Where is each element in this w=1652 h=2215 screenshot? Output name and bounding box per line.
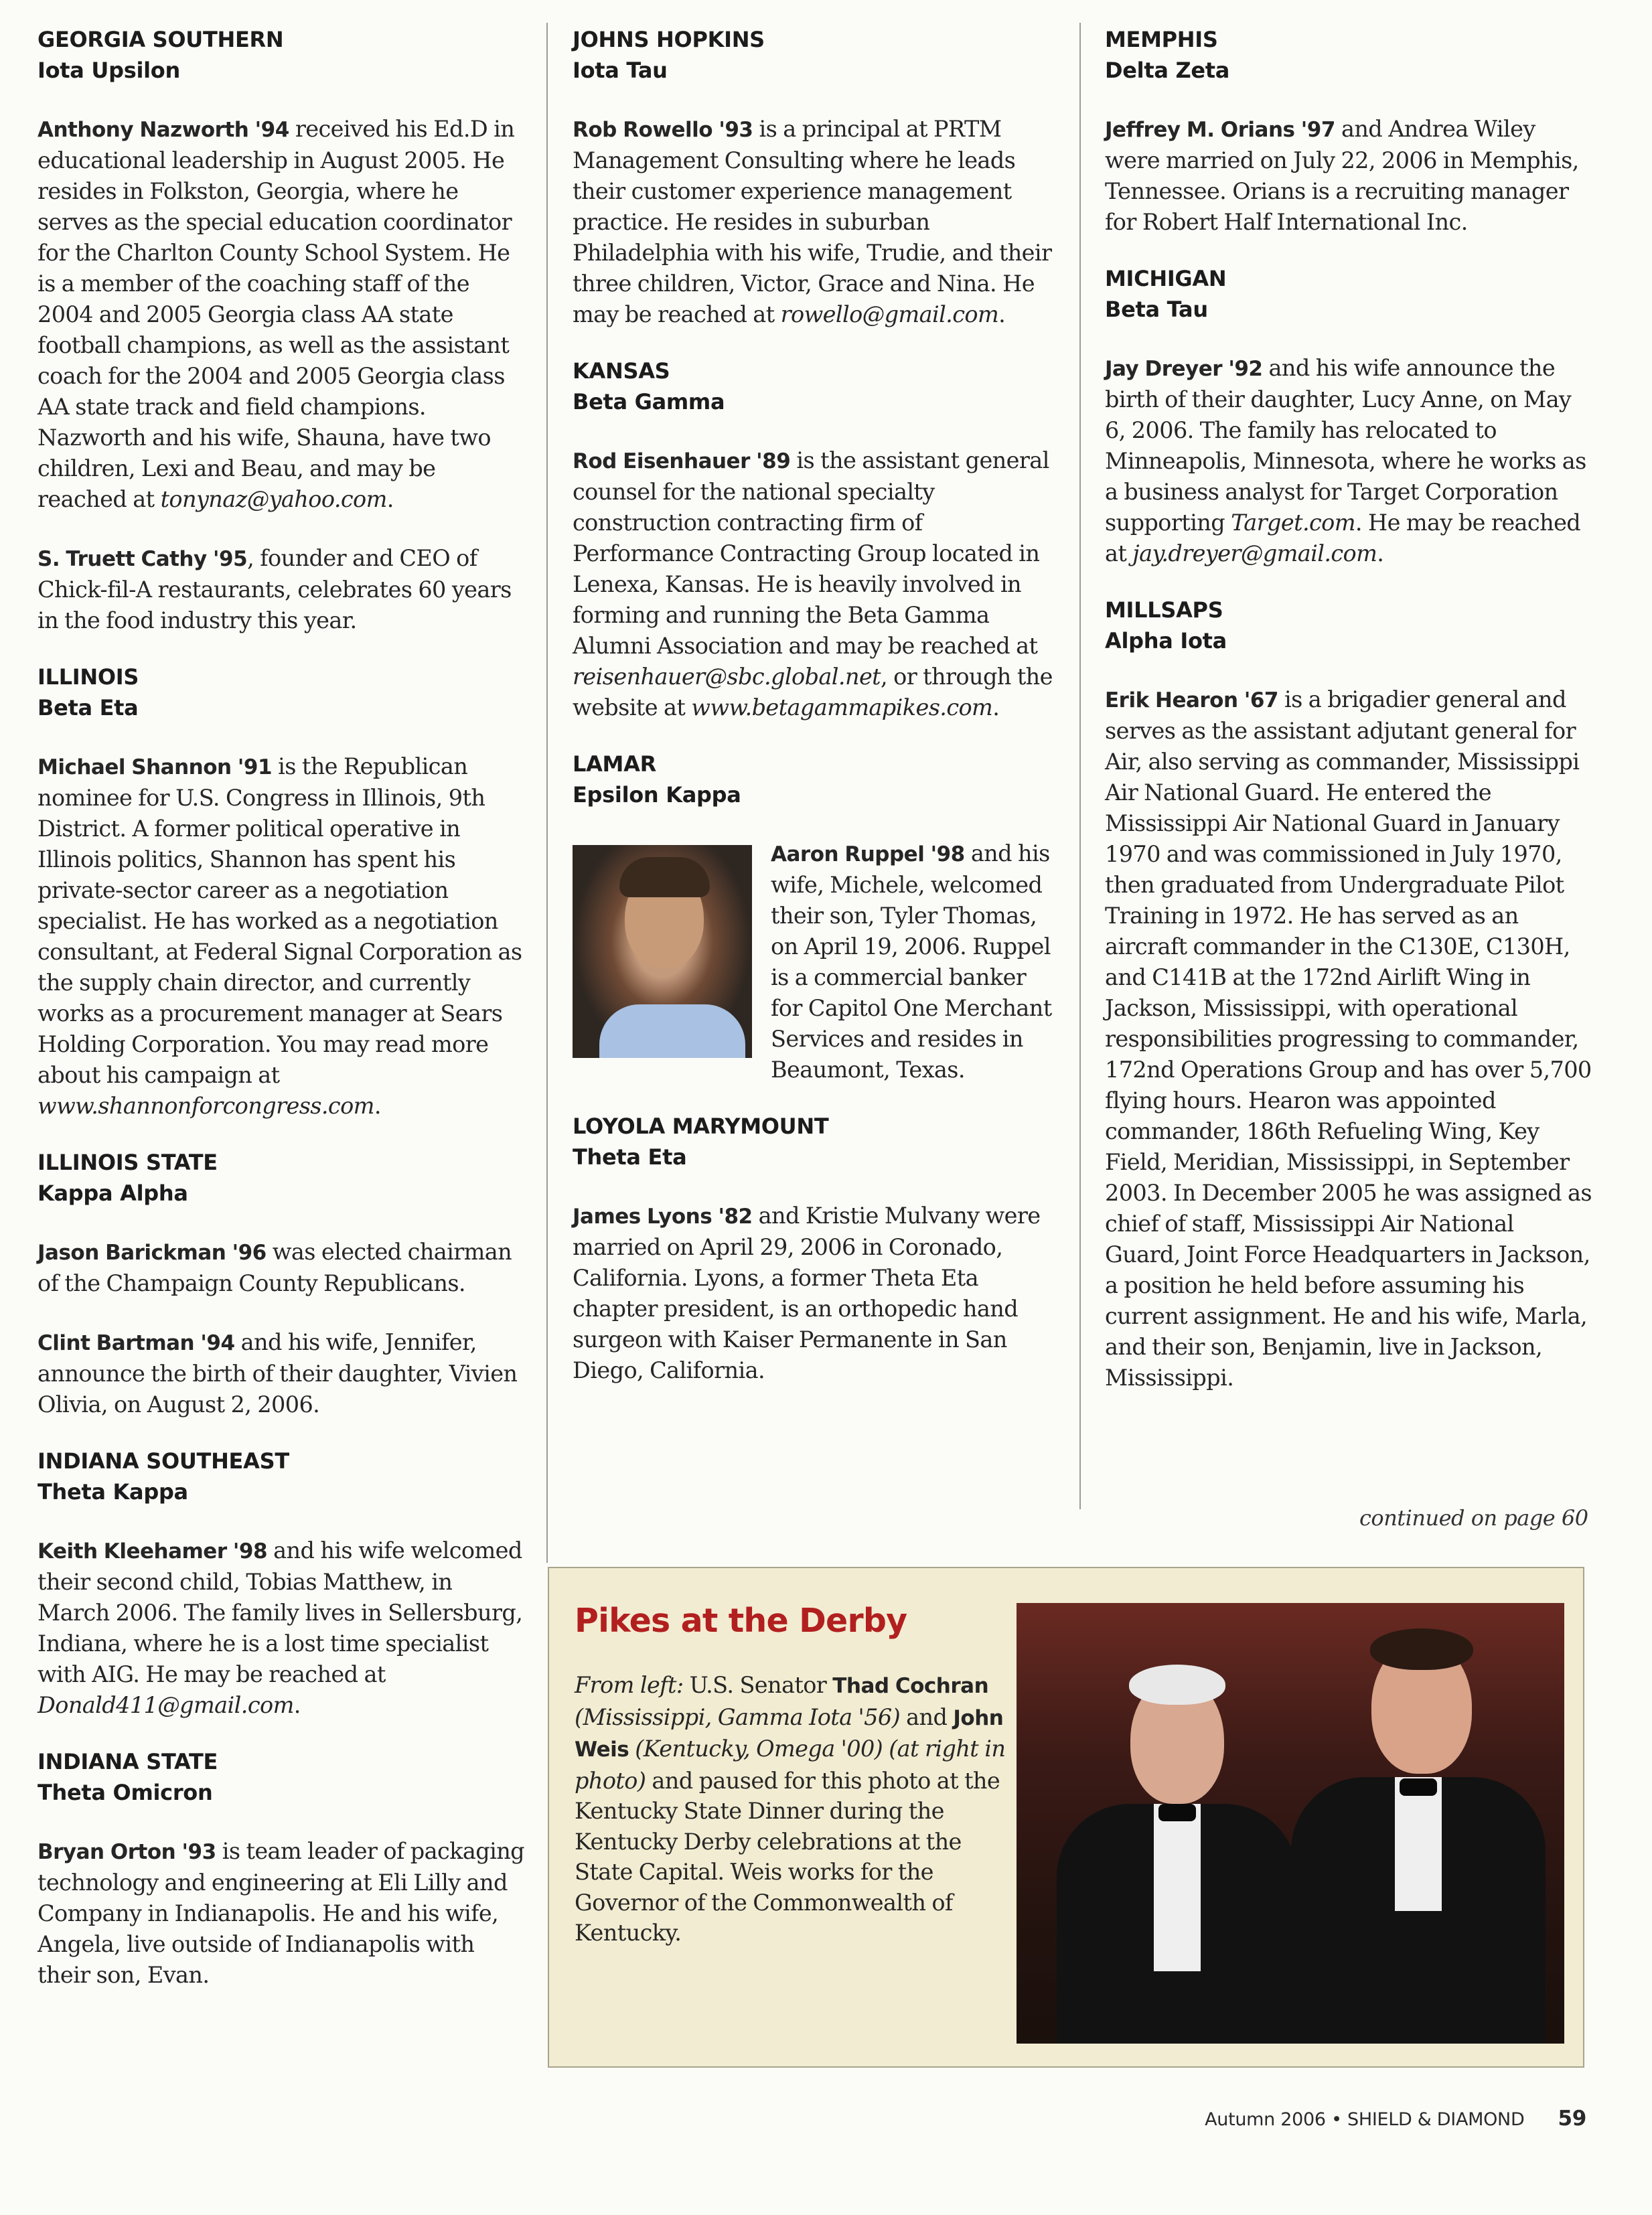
chapter-section — [573, 24, 1061, 330]
alumnus-name: Jason Barickman '96 — [37, 1241, 267, 1265]
alumnus-name: Michael Shannon '91 — [37, 755, 273, 779]
alumni-entry — [1105, 684, 1594, 1393]
alumnus-name: Aaron Ruppel '98 — [771, 842, 965, 866]
chapter-section — [573, 356, 1061, 723]
chapter-section — [1105, 24, 1594, 238]
chapter-greek: Beta Eta — [37, 695, 139, 720]
caption-affiliation: (Mississippi, Gamma Iota '56) — [575, 1703, 901, 1730]
caption-text: and — [900, 1703, 954, 1730]
alumni-entry — [37, 1836, 526, 1991]
entry-text: and his wife, Michele, welcomed their son, Tyler Thomas, on April 19, 2006. Ruppel is a commercial banker for Capitol One Merchant Services and resides in Beaumont, Texas. — [771, 840, 1052, 1083]
alumnus-name: Jay Dreyer '92 — [1105, 357, 1263, 381]
alumni-entry — [573, 838, 1061, 1085]
column-divider — [1079, 23, 1081, 1509]
chapter-name: INDIANA STATE — [37, 1749, 218, 1774]
caption-affiliation: (Kentucky, Omega '00) (at right in photo) — [575, 1736, 1006, 1794]
entry-text: , founder and CEO of Chick-fil-A restaurants, celebrates 60 years in the food industry this year. — [37, 545, 512, 633]
chapter-greek: Beta Tau — [1105, 297, 1208, 322]
chapter-name: MICHIGAN — [1105, 266, 1227, 291]
chapter-heading — [37, 1746, 526, 1808]
alumni-entry — [37, 114, 526, 515]
chapter-heading — [37, 662, 526, 723]
chapter-heading — [573, 749, 1061, 810]
alumnus-name: Jeffrey M. Orians '97 — [1105, 118, 1335, 142]
chapter-name: KANSAS — [573, 358, 670, 384]
sidebar-caption — [575, 1670, 1017, 1949]
entry-text: is a principal at PRTM Management Consulting where he leads their customer experience management practice. He resides in suburban Philadelphia with his wife, Trudie, and their three children, Victor, Grace and Nina. He may be reached at — [573, 116, 1052, 327]
entry-text: is the assistant general counsel for the national specialty construction contracting firm of Performance Contracting Group located in Lenexa, Kansas. He is heavily involved in forming and running the Beta Gamma Alumni Association and may be reached at — [573, 447, 1049, 659]
alumni-entry — [1105, 114, 1594, 238]
alumni-entry — [37, 751, 526, 1122]
email-link: tonynaz@yahoo.com — [160, 486, 387, 512]
alumnus-name: Erik Hearon '67 — [1105, 688, 1278, 712]
page-number: 59 — [1558, 2107, 1586, 2131]
alumni-entry — [573, 114, 1061, 330]
entry-text: . — [992, 694, 1000, 720]
entry-text: was elected chairman of the Champaign County Republicans. — [37, 1239, 512, 1296]
alumnus-name: Rod Eisenhauer '89 — [573, 449, 791, 473]
chapter-name: GEORGIA SOUTHERN — [37, 27, 284, 52]
entry-text: and his wife announce the birth of their daughter, Lucy Anne, on May 6, 2006. The family has relocated to Minneapolis, Minnesota, where he works as a business analyst for Target Corporation supporting — [1105, 355, 1586, 536]
chapter-name: LAMAR — [573, 751, 656, 777]
chapter-greek: Theta Eta — [573, 1144, 687, 1170]
chapter-name: JOHNS HOPKINS — [573, 27, 765, 52]
entry-text: is team leader of packaging technology and engineering at Eli Lilly and Company in Indianapolis. He and his wife, Angela, live outside of Indianapolis with their son, Evan. — [37, 1838, 525, 1988]
alumni-entry — [573, 1201, 1061, 1386]
alumni-entry — [37, 1237, 526, 1299]
entry-text: and Kristie Mulvany were married on April 29, 2006 in Coronado, California. Lyons, a former Theta Eta chapter president, is an orthopedic hand surgeon with Kaiser Permanente in San Diego, California. — [573, 1203, 1041, 1383]
email-link: reisenhauer@sbc.global.net — [573, 664, 881, 690]
entry-text: . — [293, 1692, 301, 1718]
chapter-section — [37, 24, 526, 636]
column-1 — [37, 24, 526, 2016]
entry-text: . He may be reached at — [1105, 510, 1581, 566]
chapter-greek: Alpha Iota — [1105, 628, 1227, 654]
entry-text: and his wife, Jennifer, announce the birth of their daughter, Vivien Olivia, on August 2, 2006. — [37, 1329, 518, 1418]
entry-text: . — [998, 301, 1006, 327]
column-3 — [1105, 24, 1594, 1419]
chapter-section — [37, 1446, 526, 1721]
caption-from-left: From left: — [575, 1672, 684, 1698]
caption-text: and paused for this photo at the Kentucky State Dinner during the Kentucky Derby celebrations at the State Capital. Weis works for the Governor of the Commonwealth of Kentucky. — [575, 1767, 1000, 1946]
alumni-entry — [573, 445, 1061, 723]
chapter-heading — [1105, 263, 1594, 325]
chapter-section — [1105, 595, 1594, 1393]
entry-text: . — [374, 1093, 381, 1119]
chapter-name: ILLINOIS STATE — [37, 1150, 218, 1175]
chapter-name: MILLSAPS — [1105, 597, 1223, 623]
chapter-heading — [573, 356, 1061, 417]
chapter-section — [37, 1746, 526, 1991]
chapter-greek: Epsilon Kappa — [573, 782, 741, 808]
chapter-heading — [1105, 595, 1594, 656]
email-link: www.betagammapikes.com — [691, 694, 993, 720]
chapter-greek: Theta Kappa — [37, 1479, 188, 1505]
caption-name: John Weis — [575, 1705, 1004, 1762]
chapter-greek: Theta Omicron — [37, 1780, 213, 1805]
footer-issue: Autumn 2006 • SHIELD & DIAMOND — [1205, 2109, 1525, 2130]
alumnus-name: Anthony Nazworth '94 — [37, 118, 289, 142]
chapter-name: ILLINOIS — [37, 664, 139, 690]
page-footer — [1205, 2107, 1586, 2131]
alumnus-name: Keith Kleehamer '98 — [37, 1539, 268, 1563]
alumni-entry — [37, 543, 526, 636]
chapter-section — [37, 1147, 526, 1420]
derby-photo — [1017, 1603, 1564, 2044]
email-link: rowello@gmail.com — [780, 301, 999, 327]
chapter-name: LOYOLA MARYMOUNT — [573, 1114, 829, 1139]
chapter-name: MEMPHIS — [1105, 27, 1218, 52]
entry-text: , or through the website at — [573, 664, 1053, 720]
portrait-photo — [573, 845, 752, 1058]
column-divider — [546, 23, 548, 1563]
chapter-heading — [573, 24, 1061, 86]
chapter-greek: Beta Gamma — [573, 389, 725, 414]
entry-text: and his wife welcomed their second child, Tobias Matthew, in March 2006. The family lives in Sellersburg, Indiana, where he is a lost time specialist with AIG. He may be reached at — [37, 1537, 523, 1687]
chapter-greek: Iota Upsilon — [37, 58, 180, 83]
chapter-heading — [37, 1147, 526, 1209]
chapter-heading — [37, 24, 526, 86]
column-2 — [573, 24, 1061, 1411]
chapter-section — [573, 1111, 1061, 1386]
entry-text: received his Ed.D in educational leadership in August 2005. He resides in Folkston, Georgia, where he serves as the special education coordinator for the Charlton County School System. He is a member of the coaching staff of the 2004 and 2005 Georgia class AA state football champions, as well as the assistant coach for the 2004 and 2005 Georgia class AA state track and field champions. Nazworth and his wife, Shauna, have two children, Lexi and Beau, and may be reached at — [37, 116, 515, 512]
alumni-entry — [37, 1327, 526, 1420]
email-link: jay.dreyer@gmail.com — [1132, 540, 1377, 566]
alumnus-name: Bryan Orton '93 — [37, 1840, 216, 1864]
chapter-name: INDIANA SOUTHEAST — [37, 1448, 289, 1474]
sidebar-title: Pikes at the Derby — [575, 1602, 907, 1640]
caption-name: Thad Cochran — [832, 1674, 989, 1698]
chapter-section — [1105, 263, 1594, 569]
chapter-heading — [573, 1111, 1061, 1172]
email-link: Target.com — [1231, 510, 1355, 536]
entry-text: . — [386, 486, 394, 512]
continued-note: continued on page 60 — [1359, 1505, 1588, 1531]
entry-text: is a brigadier general and serves as the assistant adjutant general for Air, also serving as commander, Mississippi Air National Guard. He entered the Mississippi Air National Guard in January 1970 and was commissioned in July 1970, then graduated from Undergraduate Pilot Training in 1972. He has served as an aircraft commander in the C130E, C130H, and C141B at the 172nd Airlift Wing in Jackson, Mississippi, with operational responsibilities progressing to commander, 172nd Operations Group and has over 5,700 flying hours. Hearon was appointed commander, 186th Refueling Wing, Key Field, Meridian, Mississippi, in September 2003. In December 2005 he was assigned as chief of staff, Mississippi Air National Guard, Joint Force Headquarters in Jackson, a position he held before assuming his current assignment. He and his wife, Marla, and their son, Benjamin, live in Jackson, Mississippi. — [1105, 686, 1592, 1391]
email-link: www.shannonforcongress.com — [37, 1093, 374, 1119]
entry-text: and Andrea Wiley were married on July 22, 2006 in Memphis, Tennessee. Orians is a recruiting manager for Robert Half International Inc. — [1105, 116, 1579, 235]
entry-text: is the Republican nominee for U.S. Congress in Illinois, 9th District. A former political operative in Illinois politics, Shannon has spent his private-sector career as a negotiation specialist. He has worked as a negotiation consultant, at Federal Signal Corporation as the supply chain director, and currently works as a procurement manager at Sears Holding Corporation. You may read more about his campaign at — [37, 753, 522, 1088]
entry-text: . — [1377, 540, 1384, 566]
sidebar-box — [548, 1567, 1584, 2068]
chapter-section — [573, 749, 1061, 1085]
alumnus-name: Clint Bartman '94 — [37, 1331, 235, 1355]
chapter-heading — [1105, 24, 1594, 86]
chapter-section — [37, 662, 526, 1122]
chapter-greek: Delta Zeta — [1105, 58, 1230, 83]
caption-text: U.S. Senator — [683, 1672, 833, 1698]
alumni-entry — [1105, 353, 1594, 569]
alumni-entry — [37, 1535, 526, 1721]
chapter-heading — [37, 1446, 526, 1507]
chapter-greek: Kappa Alpha — [37, 1180, 188, 1206]
alumnus-name: Rob Rowello '93 — [573, 118, 753, 142]
email-link: Donald411@gmail.com — [37, 1692, 294, 1718]
chapter-greek: Iota Tau — [573, 58, 668, 83]
alumnus-name: James Lyons '82 — [573, 1205, 753, 1229]
alumnus-name: S. Truett Cathy '95 — [37, 547, 248, 571]
